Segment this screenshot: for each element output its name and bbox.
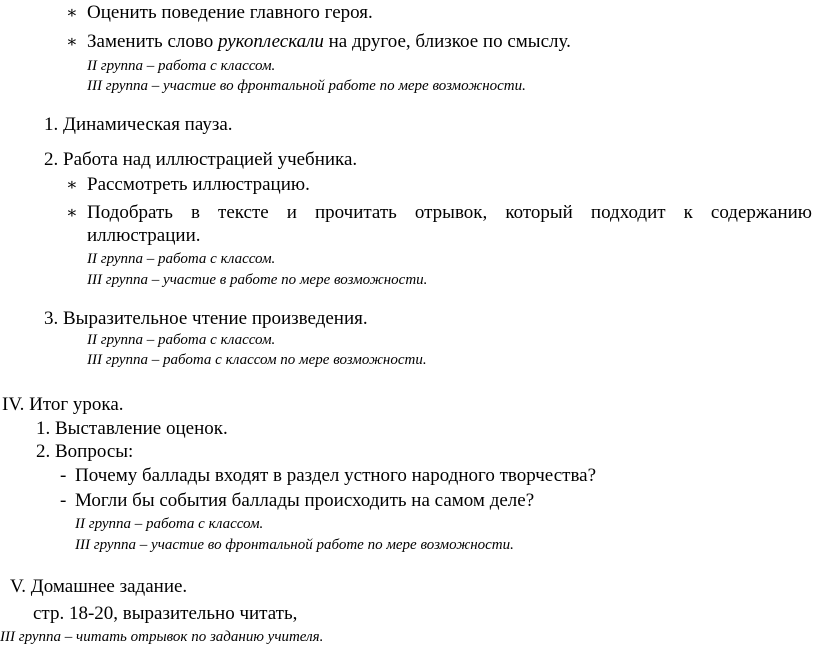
bullet-icon: ∗	[66, 175, 78, 194]
group-note: III группа – участие во фронтальной работе по мере возможности.	[87, 78, 526, 94]
group-note: II группа – работа с классом.	[87, 332, 276, 348]
bullet-text: Заменить слово рукоплескали на другое, близкое по смыслу.	[87, 31, 571, 52]
dash-icon: -	[60, 490, 67, 511]
bullet-text: Оценить поведение главного героя.	[87, 2, 373, 23]
group-note: II группа – работа с классом.	[75, 516, 264, 532]
group-note: III группа – участие в работе по мере возможности.	[87, 272, 428, 288]
homework-text: стр. 18-20, выразительно читать,	[33, 603, 298, 624]
section-heading: IV. Итог урока.	[2, 394, 124, 415]
bullet-icon: ∗	[66, 203, 78, 222]
group-note: II группа – работа с классом.	[87, 251, 276, 267]
question-text: Почему баллады входят в раздел устного народного творчества?	[75, 465, 597, 486]
question-text: Могли бы события баллады происходить на самом деле?	[75, 490, 535, 511]
numbered-item: 3. Выразительное чтение произведения.	[44, 308, 368, 329]
numbered-item: 2. Вопросы:	[36, 441, 134, 462]
group-note: III группа – работа с классом по мере возможности.	[87, 352, 427, 368]
bullet-text: Подобрать в тексте и прочитать отрывок, который подходит к содержанию	[87, 202, 812, 223]
numbered-item: 1. Динамическая пауза.	[44, 114, 233, 135]
dash-icon: -	[60, 465, 67, 486]
group-note: II группа – работа с классом.	[87, 58, 276, 74]
numbered-item: 1. Выставление оценок.	[36, 418, 228, 439]
group-note: III группа – участие во фронтальной работе по мере возможности.	[75, 537, 514, 553]
bullet-text: Рассмотреть иллюстрацию.	[87, 174, 310, 195]
bullet-text-continued: иллюстрации.	[87, 225, 201, 246]
numbered-item: 2. Работа над иллюстрацией учебника.	[44, 149, 358, 170]
group-note: III группа – читать отрывок по заданию учителя.	[0, 629, 324, 645]
section-heading: V. Домашнее задание.	[10, 576, 188, 597]
bullet-icon: ∗	[66, 3, 78, 22]
italic-word: рукоплескали	[217, 31, 324, 52]
bullet-icon: ∗	[66, 32, 78, 51]
